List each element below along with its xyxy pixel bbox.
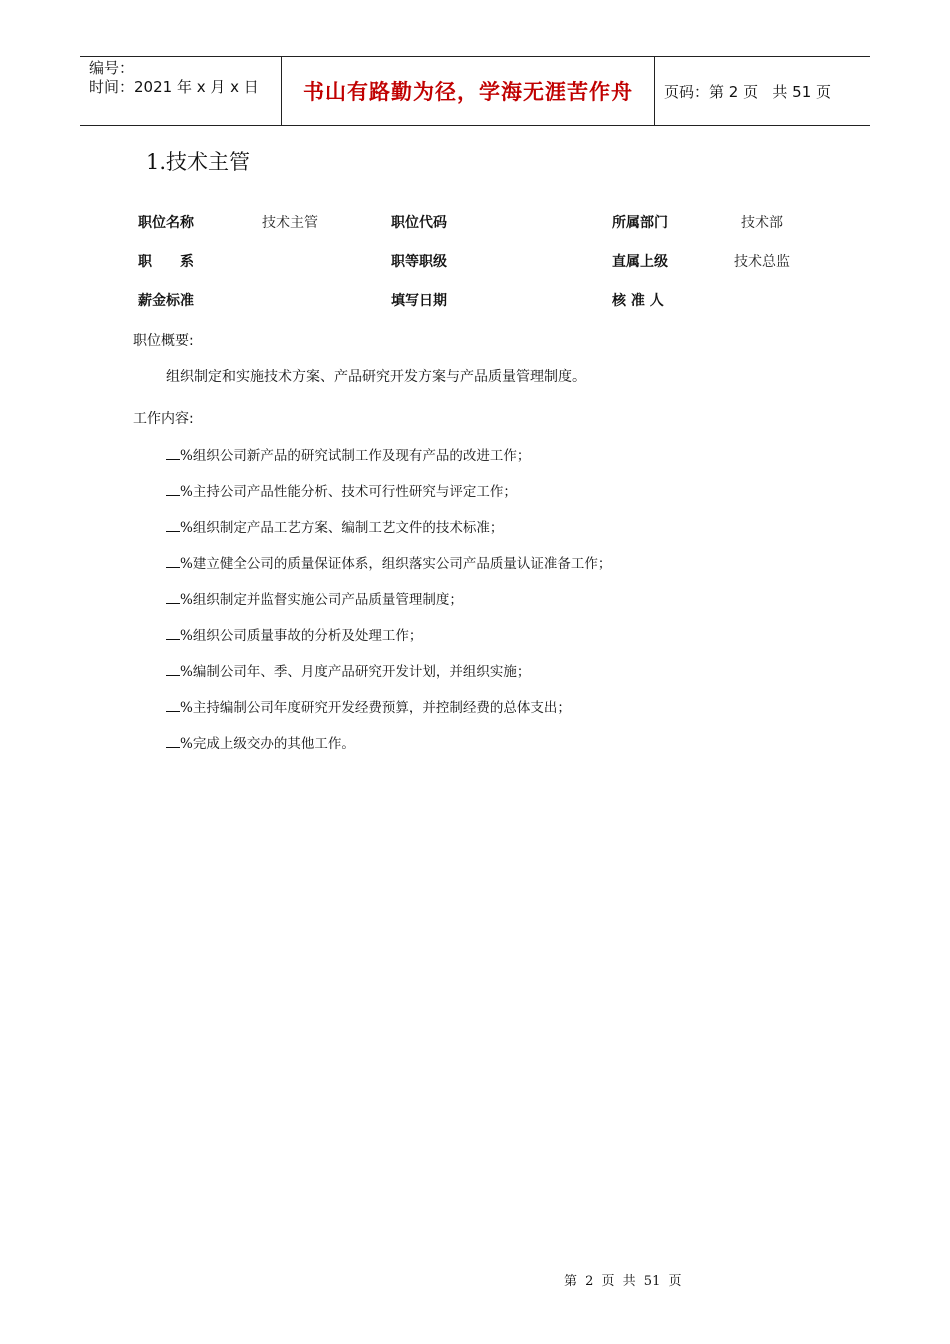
- blank-line: [166, 699, 180, 712]
- duty-text: %组织制定并监督实施公司产品质量管理制度；: [180, 592, 463, 608]
- label-job-family: 职 系: [138, 254, 194, 270]
- label-department: 所属部门: [612, 215, 668, 231]
- duty-item: [166, 444, 530, 464]
- blank-line: [166, 555, 180, 568]
- page-footer: 第 2 页 共 51 页: [564, 1274, 682, 1289]
- label-position-name: 职位名称: [138, 215, 194, 231]
- label-approver: 核 准 人: [612, 293, 664, 309]
- duty-item: [166, 624, 422, 644]
- duty-item: [166, 480, 517, 500]
- duty-text: %组织公司新产品的研究试制工作及现有产品的改进工作；: [180, 448, 531, 464]
- header-motto-cell: [281, 57, 655, 125]
- label-position-code: 职位代码: [391, 215, 447, 231]
- blank-line: [166, 663, 180, 676]
- value-position-name: 技术主管: [262, 215, 318, 231]
- blank-line: [166, 627, 180, 640]
- duty-item: [166, 732, 355, 752]
- label-fill-date: 填写日期: [391, 293, 447, 309]
- header-left-cell: [80, 57, 281, 125]
- page-label: 页码：第 2 页 共 51 页: [664, 82, 832, 101]
- header-page-cell: [655, 57, 870, 125]
- summary-text: 组织制定和实施技术方案、产品研究开发方案与产品质量管理制度。: [166, 369, 586, 385]
- blank-line: [166, 447, 180, 460]
- duty-item: [166, 516, 503, 536]
- value-department: 技术部: [741, 215, 783, 231]
- time-label: 时间：2021 年 x 月 x 日: [89, 78, 259, 96]
- page-header: [80, 56, 870, 126]
- blank-line: [166, 591, 180, 604]
- section-title: 1.技术主管: [146, 150, 251, 174]
- label-salary-standard: 薪金标准: [138, 293, 194, 309]
- duty-item: [166, 696, 571, 716]
- blank-line: [166, 519, 180, 532]
- duty-text: %主持编制公司年度研究开发经费预算，并控制经费的总体支出；: [180, 700, 571, 716]
- blank-line: [166, 735, 180, 748]
- label-direct-supervisor: 直属上级: [612, 254, 668, 270]
- duties-heading: 工作内容:: [133, 411, 194, 427]
- duty-item: [166, 552, 611, 572]
- duty-text: %组织制定产品工艺方案、编制工艺文件的技术标准；: [180, 520, 504, 536]
- duty-text: %组织公司质量事故的分析及处理工作；: [180, 628, 423, 644]
- label-job-grade: 职等职级: [391, 254, 447, 270]
- value-direct-supervisor: 技术总监: [734, 254, 790, 270]
- summary-heading: 职位概要:: [133, 333, 194, 349]
- duty-text: %完成上级交办的其他工作。: [180, 736, 355, 752]
- motto: 书山有路勤为径，学海无涯苦作舟: [303, 80, 633, 104]
- blank-line: [166, 483, 180, 496]
- duty-item: [166, 588, 463, 608]
- duty-item: [166, 660, 530, 680]
- duty-text: %建立健全公司的质量保证体系，组织落实公司产品质量认证准备工作；: [180, 556, 612, 572]
- number-label: 编号：: [89, 59, 135, 77]
- duty-text: %编制公司年、季、月度产品研究开发计划，并组织实施；: [180, 664, 531, 680]
- duty-text: %主持公司产品性能分析、技术可行性研究与评定工作；: [180, 484, 517, 500]
